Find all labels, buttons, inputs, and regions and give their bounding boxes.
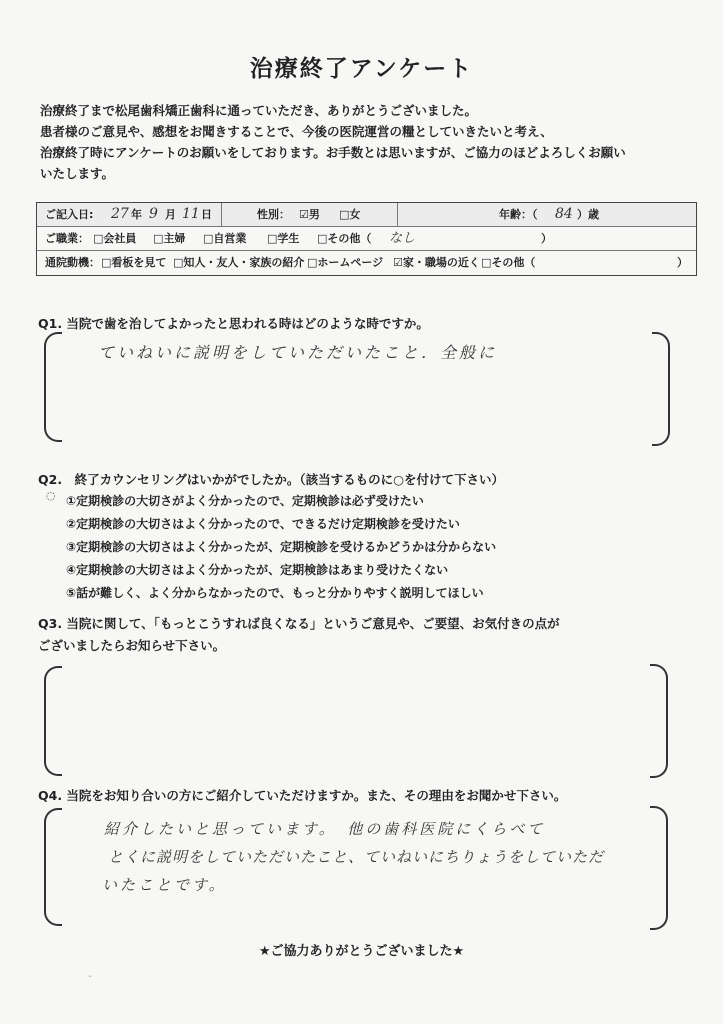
day-unit: 日 — [201, 208, 212, 221]
age-unit: ）歳 — [577, 208, 599, 221]
q4-answer-line3: いたことです。 — [102, 876, 227, 894]
page-title: 治療終了アンケート — [249, 56, 474, 82]
motive-option-signboard[interactable]: □看板を見て — [101, 256, 167, 269]
q4-label: Q4. 当院をお知り合いの方にご紹介していただけますか。また、その理由をお聞かせ下さい。 — [38, 788, 567, 803]
motive-option-other[interactable]: □その他（ — [481, 256, 536, 269]
date-month: 9 — [149, 206, 158, 222]
intro-line: 患者様のご意見や、感想をお聞きすることで、今後の医院運営の糧としていきたいと考え、 — [40, 124, 553, 139]
info-row-date — [37, 203, 696, 227]
gender-male-checkbox[interactable]: ☑男 — [299, 208, 320, 221]
info-table — [36, 202, 697, 276]
q4-answer-line2: とくに説明をしていただいたこと、ていねいにちりょうをしていただ — [108, 848, 605, 866]
q3-bracket-left — [44, 666, 62, 776]
date-year: 27 — [111, 206, 129, 222]
gender-label: 性別： — [257, 208, 290, 221]
gender-female-checkbox[interactable]: □女 — [339, 208, 361, 221]
motive-option-homepage[interactable]: □ホームページ — [307, 256, 384, 269]
age-value: 84 — [555, 206, 573, 222]
motive-option-referral[interactable]: □知人・友人・家族の紹介 — [173, 256, 305, 269]
q1-answer: ていねいに説明をしていただいたこと．全般に — [98, 343, 498, 362]
thanks-message: ★ご協力ありがとうございました★ — [258, 944, 465, 959]
q4-answer-line1: 紹介したいと思っています。 他の歯科医院にくらべて — [104, 820, 546, 838]
motive-label: 通院動機： — [45, 256, 100, 269]
year-unit: 年 — [131, 208, 142, 221]
job-option-company[interactable]: □会社員 — [93, 232, 137, 245]
q3-label-line2: ございましたらお知らせ下さい。 — [38, 638, 226, 653]
age-label: 年齢：（ — [499, 208, 538, 221]
motive-close: ） — [677, 256, 688, 269]
info-row-motive — [37, 251, 696, 274]
q4-bracket-left — [44, 808, 62, 926]
q2-option-2[interactable]: ②定期検診の大切さはよく分かったので、できるだけ定期検診を受けたい — [66, 517, 460, 531]
intro-line: 治療終了まで松尾歯科矯正歯科に通っていただき、ありがとうございました。 — [40, 103, 478, 118]
job-option-other[interactable]: □その他（ — [317, 232, 372, 245]
q2-option-5[interactable]: ⑤話が難しく、よく分からなかったので、もっと分かりやすく説明してほしい — [66, 586, 484, 600]
info-row-job — [37, 227, 696, 251]
intro-text — [40, 100, 690, 184]
q1-label: Q1. 当院で歯を治してよかったと思われる時はどのような時ですか。 — [38, 316, 429, 331]
date-label: ご記入日: — [45, 208, 94, 221]
q2-label: Q2. 終了カウンセリングはいかがでしたか。（該当するものに○を付けて下さい） — [38, 472, 504, 487]
job-label: ご職業： — [45, 232, 89, 245]
q3-label-line1: Q3. 当院に関して、「もっとこうすれば良くなる」というご意見や、ご要望、お気付きの点が — [38, 616, 560, 631]
job-option-student[interactable]: □学生 — [267, 232, 300, 245]
job-option-selfemployed[interactable]: □自営業 — [203, 232, 247, 245]
q2-option-1[interactable]: ①定期検診の大切さがよく分かったので、定期検診は必ず受けたい — [66, 494, 424, 508]
intro-line: いたします。 — [40, 166, 115, 181]
month-unit: 月 — [165, 208, 176, 221]
paper-speck: ¨ — [88, 975, 92, 984]
q2-option-4[interactable]: ④定期検診の大切さはよく分かったが、定期検診はあまり受けたくない — [66, 563, 449, 577]
q4-bracket-right — [650, 806, 668, 930]
q1-bracket-left — [44, 332, 62, 442]
q3-bracket-right — [650, 664, 668, 778]
q2-circle-mark: ◌ — [46, 489, 56, 502]
q1-bracket-right — [652, 332, 670, 446]
date-day: 11 — [182, 206, 200, 222]
job-other-value: なし — [389, 231, 416, 246]
motive-option-near-home[interactable]: ☑家・職場の近く — [393, 256, 480, 269]
job-option-housewife[interactable]: □主婦 — [153, 232, 186, 245]
q2-option-3[interactable]: ③定期検診の大切さはよく分かったが、定期検診を受けるかどうかは分からない — [66, 540, 497, 554]
job-close: ） — [541, 232, 552, 245]
intro-line: 治療終了時にアンケートのお願いをしております。お手数とは思いますが、ご協力のほどよろしくお願い — [40, 145, 626, 160]
